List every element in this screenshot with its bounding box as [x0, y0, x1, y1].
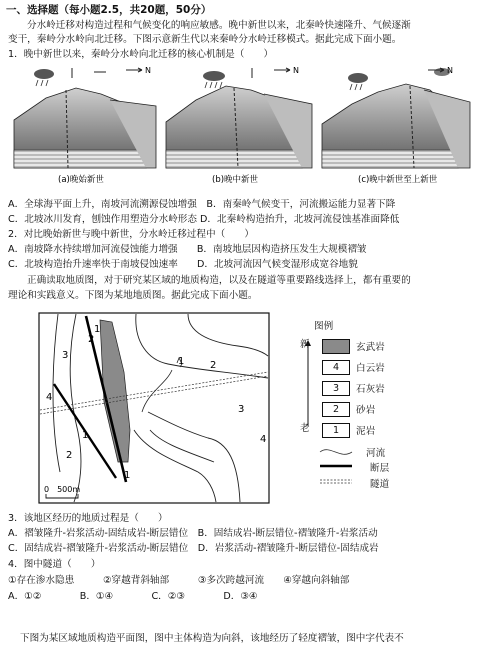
panel-b-caption: (b)晚中新世: [212, 175, 259, 185]
rain-cloud-icon: [203, 71, 225, 88]
q1-stem: 1．晚中新世以来，秦岭分水岭向北迁移的核心机制是（ ）: [8, 49, 274, 60]
q4-stem: 4．图中隧道（ ）: [8, 559, 101, 570]
q3-option-cd: C．固结成岩-褶皱隆升-岩浆活动-断层错位 D．岩浆活动-褶皱隆升-断层错位-固结成岩: [8, 543, 379, 554]
section-heading: 一、选择题（每小题2.5，共20题，50分）: [6, 4, 212, 16]
geological-map: [38, 312, 270, 504]
intro2-line-2: 理论和实践意义。下图为某地地质图。据此完成下面小题。: [8, 290, 258, 301]
intro-line-2: 变干，秦岭分水岭向北迁移。下图示意新生代以来秦岭分水岭迁移模式。据此完成下面小题。: [8, 34, 402, 45]
unit-label: 1: [178, 356, 185, 367]
legend-tunnel-line: [320, 480, 352, 483]
next-question-intro: 下图为某区域地质构造平面图，图中主体构造为向斜，该地经历了轻度褶皱，图中字代表不: [20, 633, 404, 644]
legend-basalt-swatch: [322, 339, 350, 354]
q4-options: A．①② B．①④ C．②③ D．③④: [8, 591, 258, 602]
rain-cloud-icon: [34, 69, 54, 86]
panel-c-caption: (c)晚中新世至上新世: [358, 175, 438, 185]
unit-label: 4: [46, 392, 53, 403]
unit-label: 1: [124, 470, 131, 481]
rain-cloud-icon: [348, 73, 368, 90]
panel-a-caption: (a)晚始新世: [58, 175, 104, 185]
intro2-line-1: 正确读取地质图，对于研究某区域的地质构造，以及在隧道等重要路线选择上，都有重要的: [27, 275, 411, 286]
legend-dolomite-swatch: 4: [322, 360, 350, 375]
north-arrow-icon: [126, 66, 151, 75]
legend-scale-arrow: [300, 334, 410, 504]
svg-text:N: N: [293, 66, 299, 75]
q3-option-ab: A．褶皱隆升-岩浆活动-固结成岩-断层错位 B．固结成岩-断层错位-褶皱隆升-岩浆活动: [8, 528, 378, 539]
legend-fault-label: 断层: [370, 463, 390, 474]
legend-sandstone-swatch: 2: [322, 402, 350, 417]
legend-river-label: 河流: [366, 448, 386, 459]
watershed-migration-figure: [6, 60, 476, 188]
q2-stem: 2．对比晚始新世与晚中新世，分水岭迁移过程中（ ）: [8, 229, 254, 240]
legend-limestone-swatch: 3: [322, 381, 350, 396]
panel-c-block: [322, 68, 470, 168]
panel-a-block: [14, 68, 156, 168]
unit-label: 1: [94, 324, 101, 335]
legend-dolomite-label: 白云岩: [356, 363, 385, 374]
q1-option-cd: C．北坡冰川发育，刨蚀作用塑造分水岭形态 D．北秦岭构造抬升，北坡河流侵蚀基准面降低: [8, 214, 400, 225]
q4-items: ①存在渗水隐患 ②穿越背斜轴部 ③多次跨越河流 ④穿越向斜轴部: [8, 575, 350, 586]
legend-title: 图例: [314, 321, 334, 332]
q1-option-ab: A．全球海平面上升，南坡河流溯源侵蚀增强 B．南秦岭气候变干，河流搬运能力显著下降: [8, 199, 396, 210]
north-arrow-icon: [274, 66, 299, 75]
legend-new-label: 新: [300, 339, 310, 350]
unit-label: 2: [66, 450, 73, 461]
svg-text:N: N: [145, 66, 151, 75]
unit-label: 3: [62, 350, 69, 361]
unit-label: 2: [88, 334, 95, 345]
q2-option-ab: A．南坡降水持续增加河流侵蚀能力增强 B．南坡地层因构造挤压发生大规模褶皱: [8, 244, 367, 255]
legend-tunnel-label: 隧道: [370, 479, 390, 490]
legend-old-label: 老: [300, 423, 310, 434]
svg-text:N: N: [447, 66, 453, 75]
intro-line-1: 分水岭迁移对构造过程和气候变化的响应敏感。晚中新世以来，北秦岭快速隆升、气候逐渐: [27, 20, 411, 31]
q3-stem: 3．该地区经历的地质过程是（ ）: [8, 513, 168, 524]
q2-option-cd: C．北坡构造抬升速率快于南坡侵蚀速率 D．北坡河流因气候变湿形成宽谷地貌: [8, 259, 358, 270]
unit-label: 1: [82, 430, 89, 441]
legend-river-line: [320, 450, 352, 455]
legend-limestone-label: 石灰岩: [356, 384, 385, 395]
legend-mudstone-swatch: 1: [322, 423, 350, 438]
unit-label: 3: [238, 404, 245, 415]
unit-label: 4: [260, 434, 267, 445]
legend-basalt-label: 玄武岩: [356, 342, 385, 353]
legend-mudstone-label: 泥岩: [356, 426, 376, 437]
legend-sandstone-label: 砂岩: [356, 405, 376, 416]
panel-b-block: [166, 68, 312, 168]
svg-text:0 500m: 0 500m: [44, 485, 81, 494]
unit-label: 2: [210, 360, 217, 371]
